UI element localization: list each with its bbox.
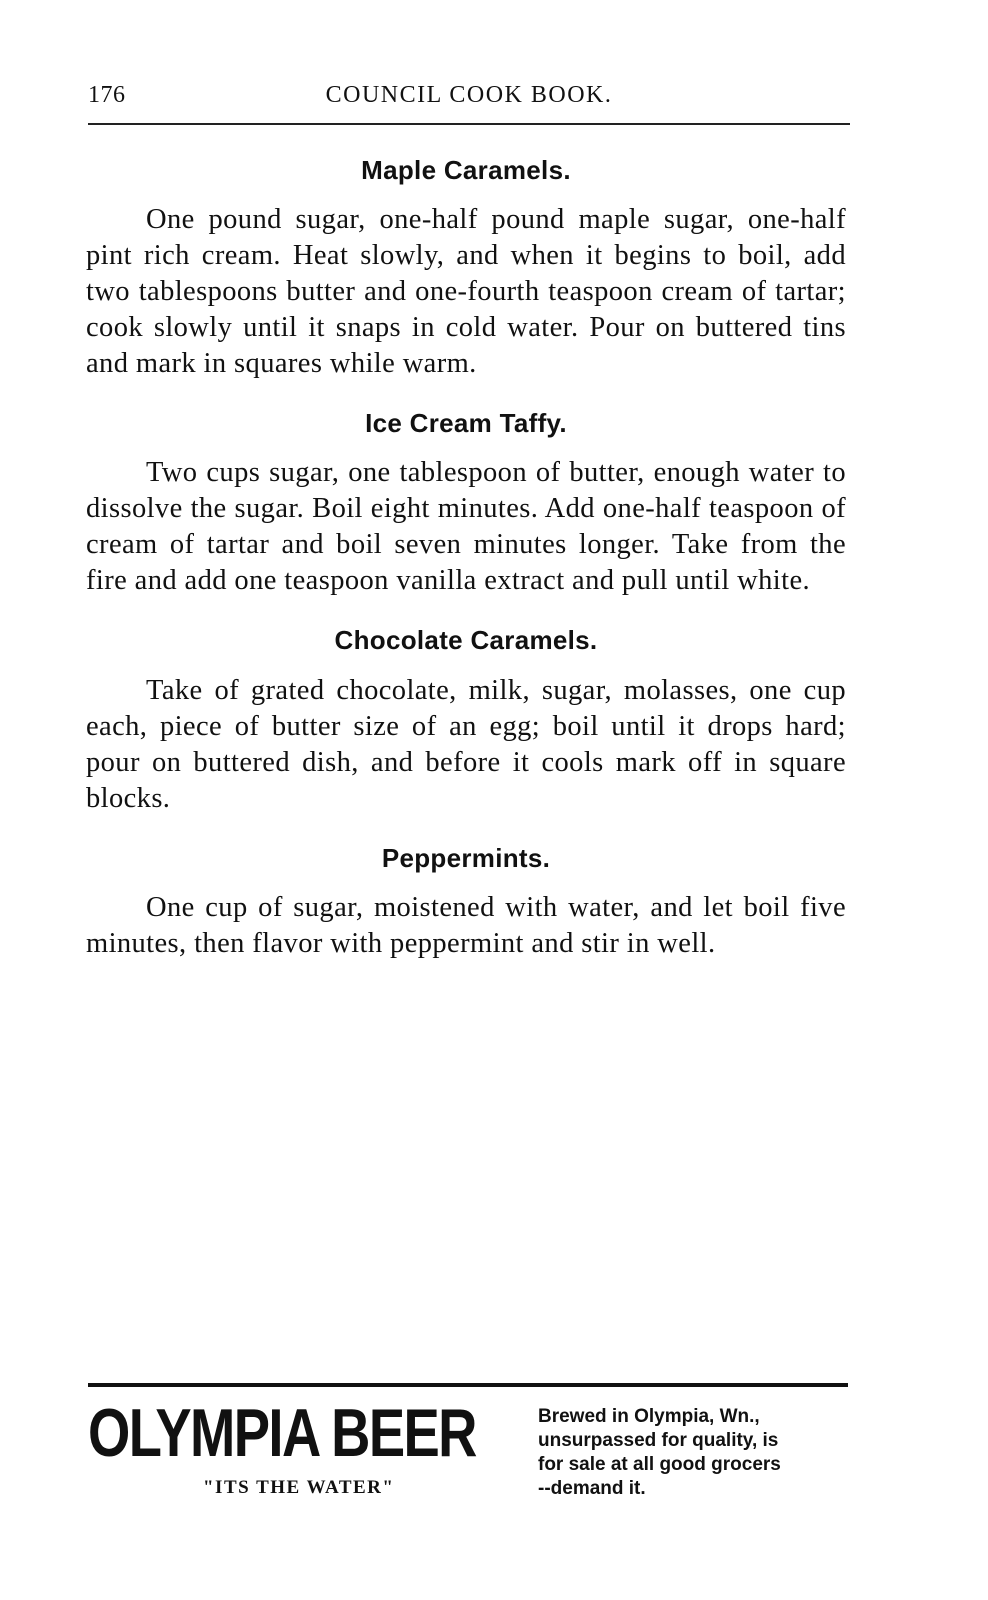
recipe-title: Peppermints. (381, 842, 551, 873)
recipe-chocolate-caramels (86, 625, 846, 816)
recipe-peppermints (86, 843, 846, 962)
recipe-body: Two cups sugar, one tablespoon of butter, enough water to dissolve the sugar. Boil eight minutes. Add one-half teaspoon of cream of tartar and boil seven minutes longer. Take from the fire and add one teaspoon vanilla extract and pull until white. (86, 457, 846, 597)
advertisement-line: --demand it. (538, 1478, 646, 1499)
recipe-ice-cream-taffy (86, 408, 846, 599)
page-header (88, 82, 850, 112)
running-title: COUNCIL COOK BOOK. (325, 82, 613, 108)
advertisement-line: Brewed in Olympia, Wn., (538, 1406, 760, 1427)
recipe-body: One cup of sugar, moistened with water, and let boil five minutes, then flavor with peppermint and stir in well. (86, 891, 846, 959)
advertisement-divider (88, 1383, 848, 1387)
header-divider (88, 123, 850, 125)
recipe-body: One pound sugar, one-half pound maple sugar, one-half pint rich cream. Heat slowly, and when it begins to boil, add two tablespoons butter and one-fourth teaspoon cream of tartar; cook slowly until it snaps in cold water. Pour on buttered tins and mark in squares while warm. (86, 204, 846, 380)
page-number: 176 (88, 82, 126, 108)
advertisement-line: unsurpassed for quality, is (538, 1430, 779, 1451)
advertisement-line: for sale at all good grocers (538, 1454, 781, 1475)
recipe-title: Maple Caramels. (361, 155, 571, 185)
recipe-body: Take of grated chocolate, milk, sugar, molasses, one cup each, piece of butter size of an egg; boil until it drops hard; pour on buttered dish, and before it cools mark off in square blocks. (86, 674, 846, 814)
recipe-title: Ice Cream Taffy. (365, 408, 567, 439)
advertisement-brand: OLYMPIA BEER (88, 1395, 476, 1471)
recipe-list (86, 155, 846, 988)
recipe-maple-caramels (86, 155, 846, 382)
recipe-title: Chocolate Caramels. (334, 625, 598, 656)
advertisement (88, 1395, 848, 1515)
advertisement-text (538, 1405, 844, 1501)
advertisement-slogan: "ITS THE WATER" (203, 1477, 395, 1498)
